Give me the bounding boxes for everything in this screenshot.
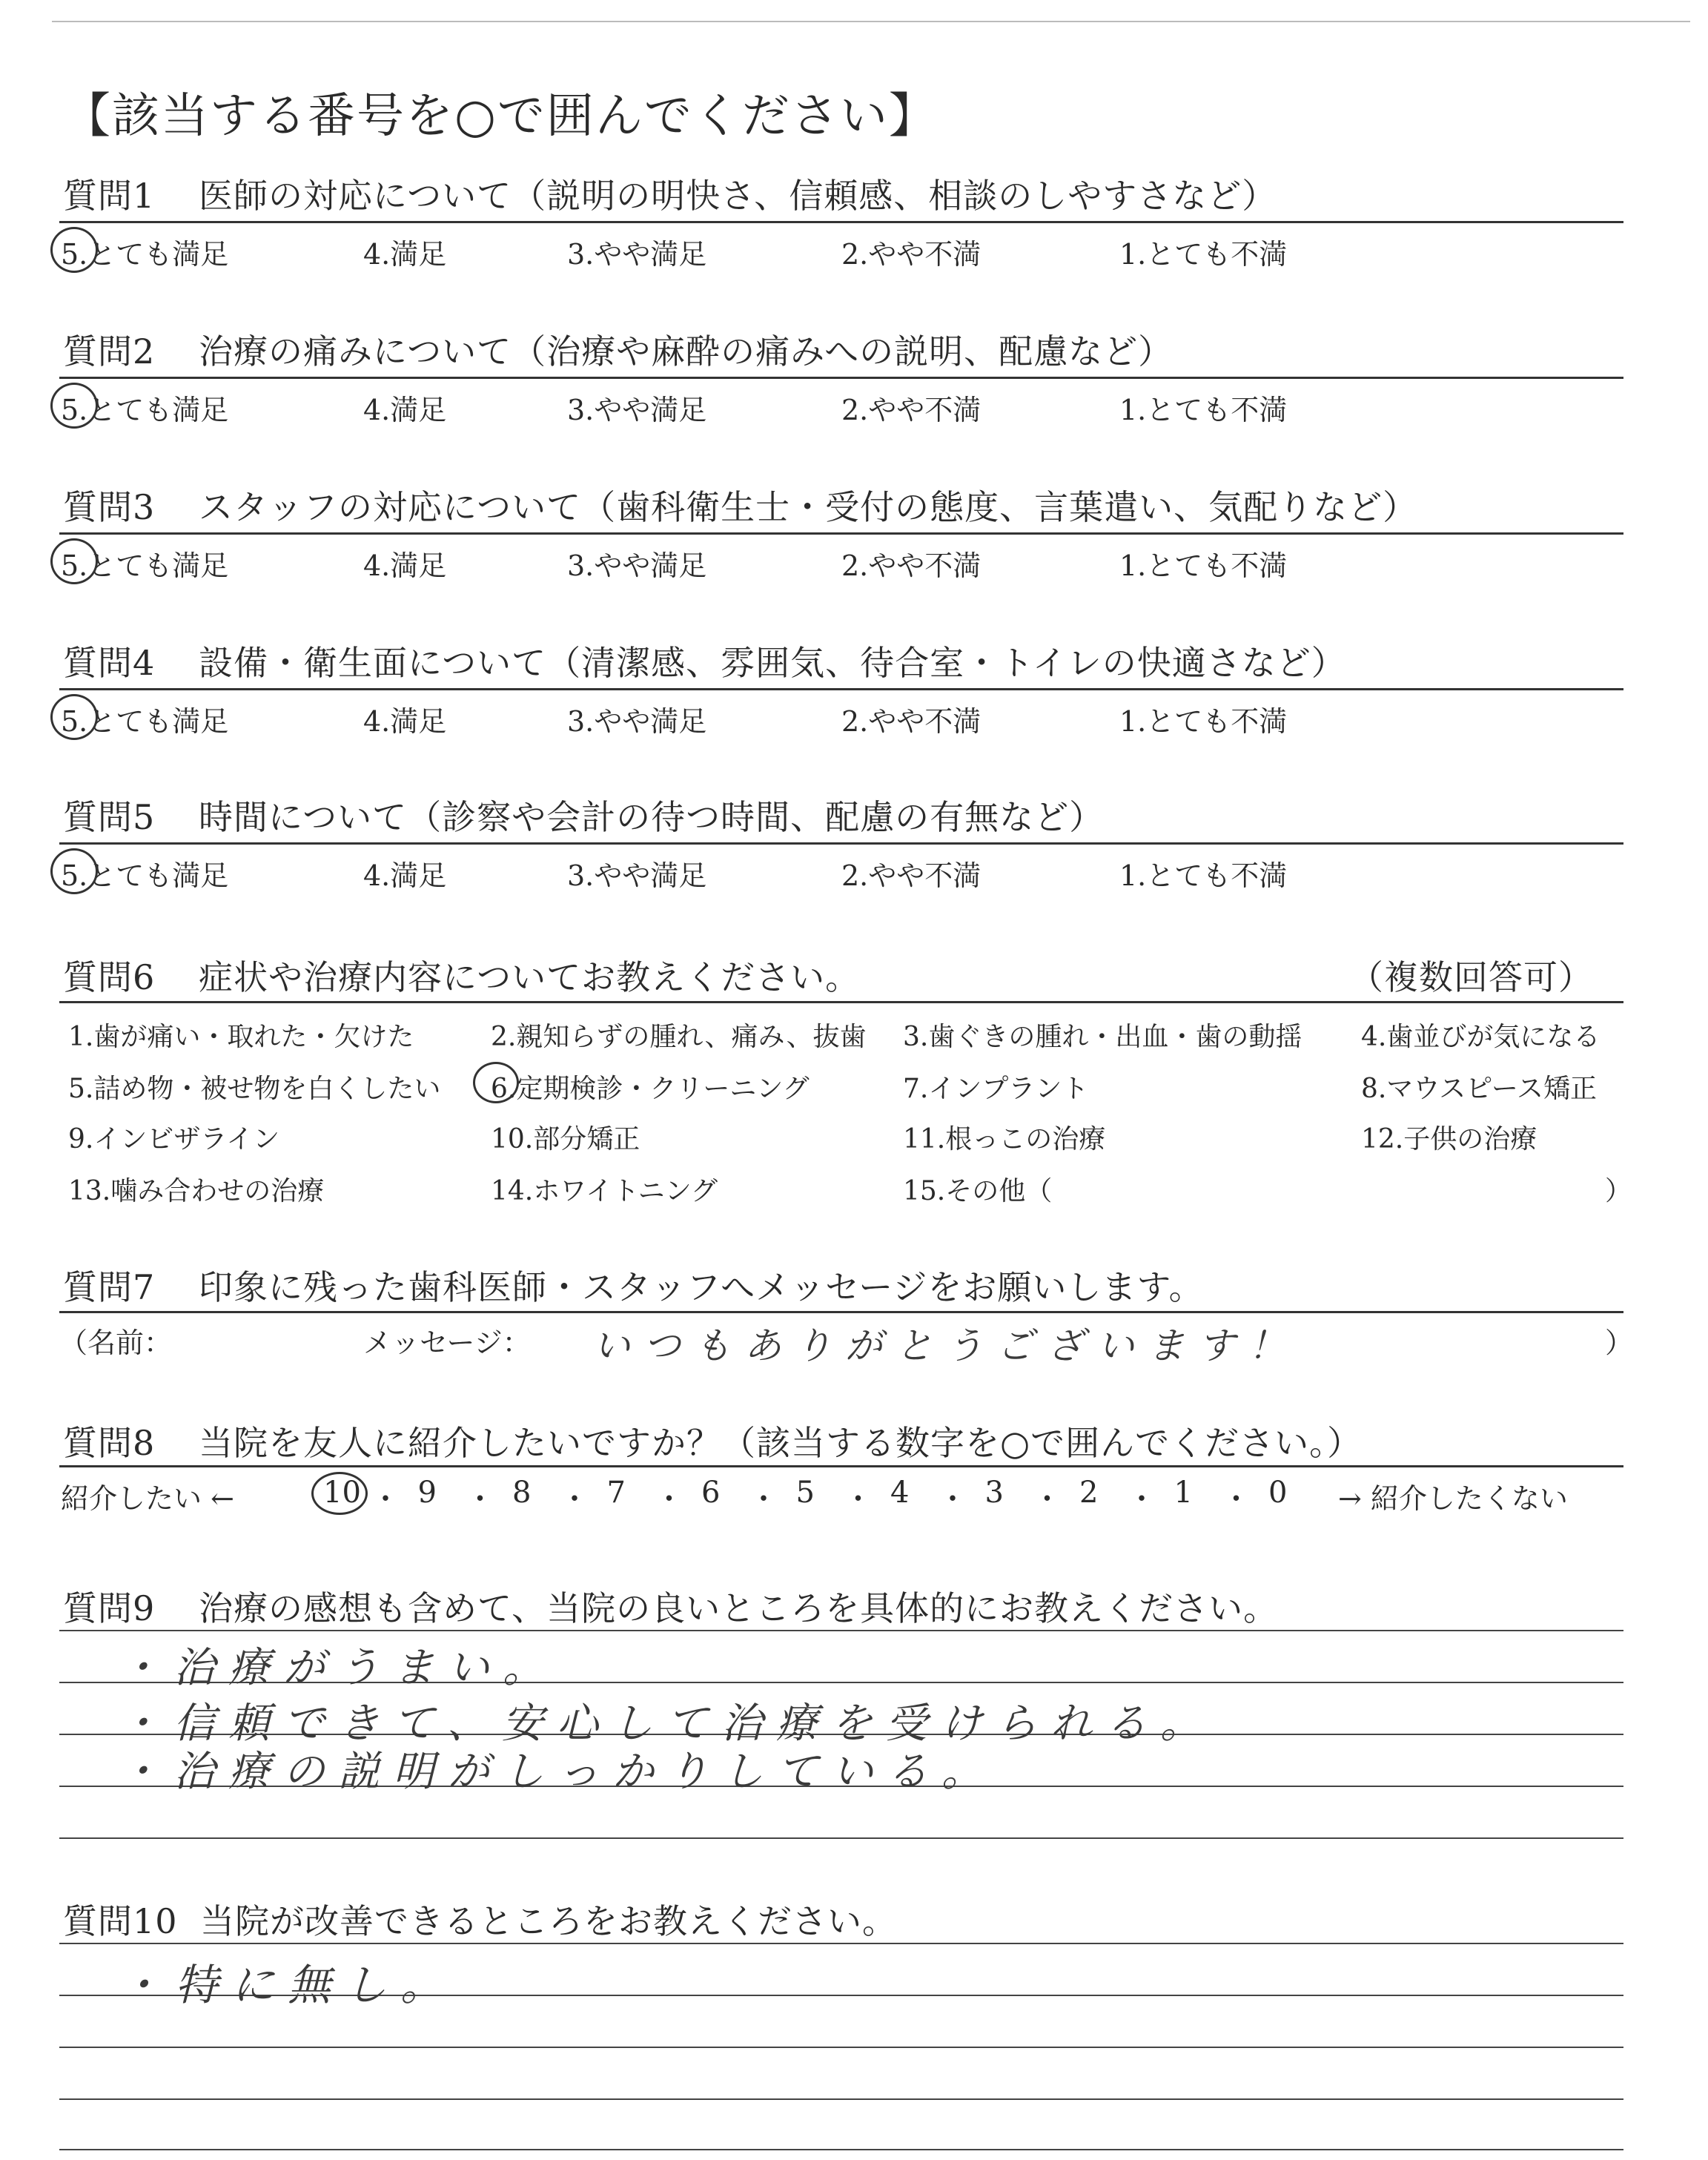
q6-option-5[interactable]: 5.詰め物・被せ物を白くしたい	[68, 1074, 441, 1104]
q8-label: 質問8	[63, 1423, 156, 1463]
form-title: 【該当する番号を○で囲んでください】	[63, 89, 938, 144]
q4-option-1[interactable]: 1.とても不満	[1119, 705, 1288, 738]
q6-rule	[59, 1001, 1623, 1003]
q9-label: 質問9	[63, 1588, 156, 1628]
q6-option-9[interactable]: 9.インビザライン	[68, 1124, 280, 1155]
q5-option-1[interactable]: 1.とても不満	[1119, 859, 1288, 892]
q1-option-5[interactable]: 5.とても満足	[61, 238, 229, 271]
q5-option-4[interactable]: 4.満足	[363, 859, 447, 892]
q1-option-3[interactable]: 3.やや満足	[567, 238, 707, 271]
q8-scale-separator: ・	[1221, 1482, 1251, 1516]
q7-text: 印象に残った歯科医師・スタッフへメッセージをお願いします。	[199, 1267, 1204, 1307]
q5-text: 時間について（診察や会計の待つ時間、配慮の有無など）	[199, 797, 1105, 837]
q8-scale-separator: ・	[938, 1482, 967, 1516]
q8-scale-9[interactable]: 9	[417, 1476, 437, 1510]
q6-option-12[interactable]: 12.子供の治療	[1361, 1124, 1537, 1155]
q2-option-5[interactable]: 5.とても満足	[61, 394, 229, 426]
q7-message-label: メッセージ：	[363, 1327, 531, 1359]
q8-selected-circle	[311, 1472, 368, 1515]
q2-rule	[59, 377, 1623, 379]
q6-option-6[interactable]: 6.定期検診・クリーニング	[491, 1074, 810, 1104]
q6-selected-circle	[473, 1062, 519, 1103]
q8-scale-6[interactable]: 6	[701, 1476, 721, 1510]
q10-handwritten-line-1: ・特に無し。	[119, 1960, 457, 2010]
q8-scale-1[interactable]: 1	[1174, 1476, 1193, 1510]
q10-text: 当院が改善できるところをお教えください。	[200, 1901, 897, 1941]
q6-option-13[interactable]: 13.噛み合わせの治療	[68, 1176, 325, 1206]
q7-label: 質問7	[63, 1267, 156, 1307]
q9-handwritten-line-2: ・信頼できて、安心して治療を受けられる。	[119, 1700, 1215, 1748]
q2-label: 質問2	[63, 331, 156, 371]
q8-scale-8[interactable]: 8	[512, 1476, 532, 1510]
q9-text: 治療の感想も含めて、当院の良いところを具体的にお教えください。	[199, 1588, 1279, 1628]
q8-scale-separator: ・	[371, 1482, 400, 1516]
q8-scale-7[interactable]: 7	[606, 1476, 626, 1510]
q6-option-4[interactable]: 4.歯並びが気になる	[1361, 1022, 1601, 1052]
q6-label: 質問6	[63, 957, 156, 997]
q6-option-1[interactable]: 1.歯が痛い・取れた・欠けた	[68, 1022, 414, 1052]
q6-text: 症状や治療内容についてお教えください。	[199, 957, 861, 997]
q3-option-1[interactable]: 1.とても不満	[1119, 549, 1288, 582]
q8-left-label: 紹介したい ←	[61, 1482, 234, 1515]
q7-name-label: （名前：	[59, 1327, 173, 1359]
q4-option-5[interactable]: 5.とても満足	[61, 705, 229, 738]
q5-option-5[interactable]: 5.とても満足	[61, 859, 229, 892]
q1-option-1[interactable]: 1.とても不満	[1119, 238, 1288, 271]
q8-rule	[59, 1465, 1623, 1467]
q5-option-3[interactable]: 3.やや満足	[567, 859, 707, 892]
q8-scale-4[interactable]: 4	[890, 1476, 910, 1510]
q4-text: 設備・衛生面について（清潔感、雰囲気、待合室・トイレの快適さなど）	[199, 643, 1346, 683]
q4-option-3[interactable]: 3.やや満足	[567, 705, 707, 738]
q3-option-2[interactable]: 2.やや不満	[841, 549, 982, 582]
q2-text: 治療の痛みについて（治療や麻酔の痛みへの説明、配慮など）	[199, 331, 1174, 371]
q8-scale-separator: ・	[843, 1482, 873, 1516]
q9-rule-1	[59, 1630, 1623, 1631]
q9-rule-5	[59, 1837, 1623, 1839]
q1-rule	[59, 221, 1623, 223]
q6-option-2[interactable]: 2.親知らずの腫れ、痛み、抜歯	[491, 1022, 867, 1052]
q7-rule	[59, 1311, 1623, 1313]
q4-rule	[59, 688, 1623, 690]
q10-label: 質問10	[63, 1901, 178, 1941]
q8-text: 当院を友人に紹介したいですか？（該当する数字を○で囲んでください。）	[199, 1423, 1363, 1463]
q5-option-2[interactable]: 2.やや不満	[841, 859, 982, 892]
q9-handwritten-line-3: ・治療の説明がしっかりしている。	[119, 1748, 996, 1796]
q8-scale-separator: ・	[749, 1482, 778, 1516]
q6-option-3[interactable]: 3.歯ぐきの腫れ・出血・歯の動揺	[903, 1022, 1302, 1052]
q6-option-11[interactable]: 11.根っこの治療	[903, 1124, 1106, 1155]
q1-selected-circle	[50, 227, 98, 273]
q8-scale-separator: ・	[1032, 1482, 1062, 1516]
top-border	[52, 21, 1690, 22]
q3-option-5[interactable]: 5.とても満足	[61, 549, 229, 582]
q5-label: 質問5	[63, 797, 156, 837]
q6-option-14[interactable]: 14.ホワイトニング	[491, 1176, 718, 1206]
q1-text: 医師の対応について（説明の明快さ、信頼感、相談のしやすさなど）	[199, 176, 1277, 216]
q1-option-2[interactable]: 2.やや不満	[841, 238, 982, 271]
q1-option-4[interactable]: 4.満足	[363, 238, 447, 271]
q2-option-1[interactable]: 1.とても不満	[1119, 394, 1288, 426]
q10-rule-4	[59, 2098, 1623, 2100]
q4-option-4[interactable]: 4.満足	[363, 705, 447, 738]
q6-option-8[interactable]: 8.マウスピース矯正	[1361, 1074, 1598, 1104]
q3-label: 質問3	[63, 487, 156, 527]
q10-rule-5	[59, 2149, 1623, 2150]
q4-selected-circle	[50, 694, 98, 740]
q8-scale-separator: ・	[1127, 1482, 1156, 1516]
q7-close-paren: ）	[1605, 1327, 1634, 1359]
q2-option-3[interactable]: 3.やや満足	[567, 394, 707, 426]
q3-option-4[interactable]: 4.満足	[363, 549, 447, 582]
q3-rule	[59, 532, 1623, 535]
q3-selected-circle	[50, 538, 98, 584]
q2-option-4[interactable]: 4.満足	[363, 394, 447, 426]
q5-rule	[59, 842, 1623, 845]
q9-handwritten-line-1: ・治療がうまい。	[119, 1644, 557, 1692]
q5-selected-circle	[50, 848, 98, 894]
q3-option-3[interactable]: 3.やや満足	[567, 549, 707, 582]
q8-scale-10[interactable]: 10	[323, 1476, 361, 1510]
q10-rule-1	[59, 1943, 1623, 1944]
q8-scale-separator: ・	[465, 1482, 495, 1516]
q3-text: スタッフの対応について（歯科衛生士・受付の態度、言葉遣い、気配りなど）	[199, 487, 1418, 527]
q8-scale-separator: ・	[654, 1482, 684, 1516]
q8-right-label: → 紹介したくない	[1338, 1482, 1568, 1515]
q8-scale-separator: ・	[560, 1482, 589, 1516]
q2-option-2[interactable]: 2.やや不満	[841, 394, 982, 426]
q7-message-handwritten: いつもありがとうございます！	[593, 1324, 1299, 1367]
q1-label: 質問1	[63, 176, 156, 216]
q2-selected-circle	[50, 383, 98, 429]
q6-other-close-paren: ）	[1605, 1176, 1632, 1206]
q6-option-7[interactable]: 7.インプラント	[903, 1074, 1089, 1104]
q6-note: （複数回答可）	[1349, 957, 1593, 997]
q6-option-10[interactable]: 10.部分矯正	[491, 1124, 640, 1155]
q8-scale-3[interactable]: 3	[984, 1476, 1004, 1510]
q10-rule-3	[59, 2047, 1623, 2048]
q6-option-15[interactable]: 15.その他（	[903, 1176, 1053, 1206]
q8-scale-0[interactable]: 0	[1268, 1476, 1288, 1510]
q8-scale-5[interactable]: 5	[795, 1476, 815, 1510]
q4-label: 質問4	[63, 643, 156, 683]
q4-option-2[interactable]: 2.やや不満	[841, 705, 982, 738]
q8-scale-2[interactable]: 2	[1079, 1476, 1099, 1510]
